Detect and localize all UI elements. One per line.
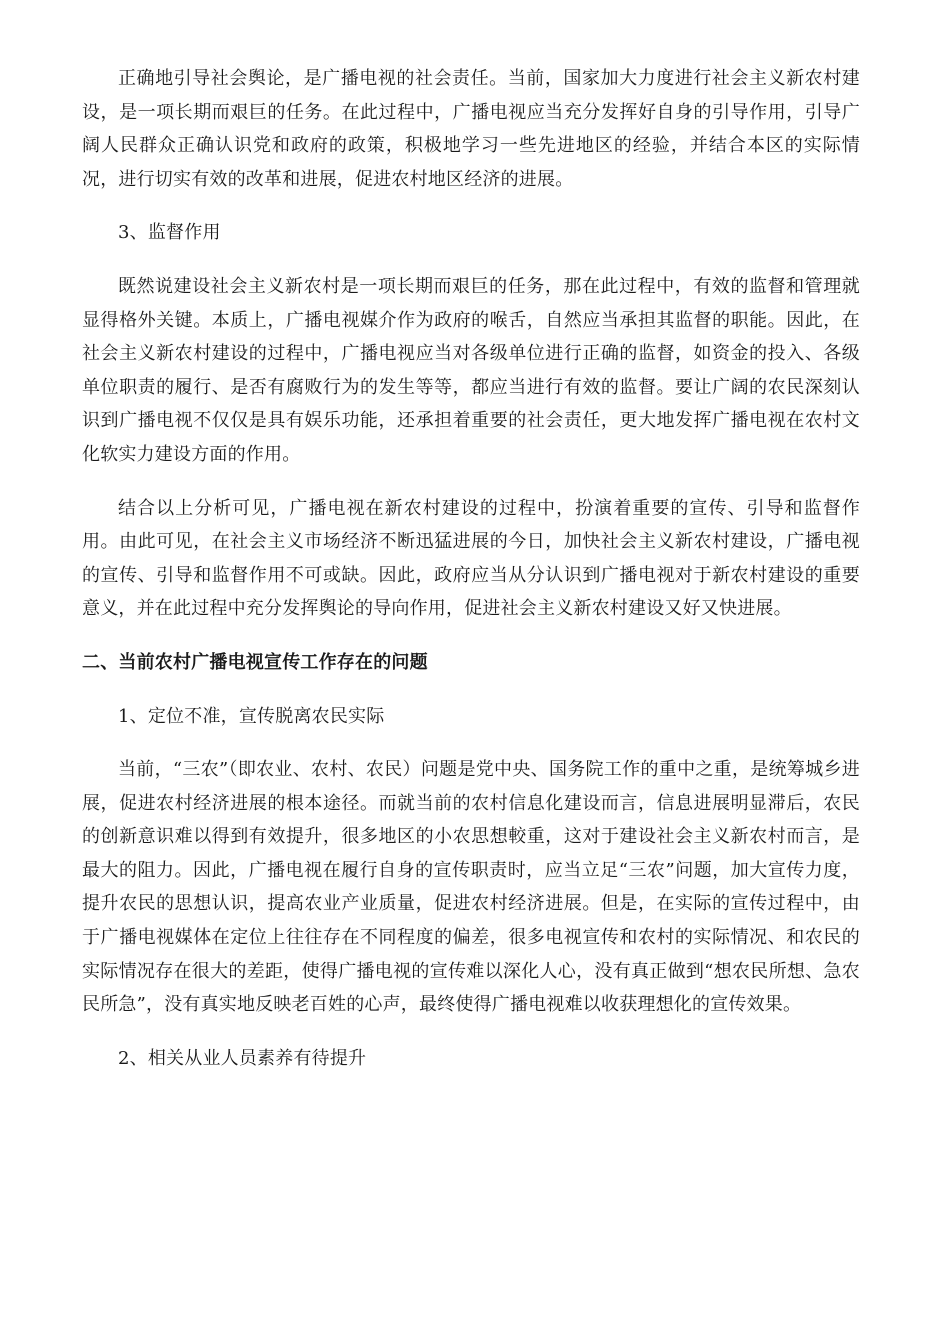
paragraph-guidance: 正确地引导社会舆论，是广播电视的社会责任。当前，国家加大力度进行社会主义新农村建设，是一项长期而艰巨的任务。在此过程中，广播电视应当充分发挥好自身的引导作用，引导广阔人民群众正确认识党和政府的政策，积极地学习一些先进地区的经验，并结合本区的实际情况，进行切实有效的改革和进展，促进农村地区经济的进展。 (82, 68, 860, 190)
subheading-positioning: 1、定位不准，宣传脱离农民实际 (118, 705, 385, 727)
paragraph-summary: 结合以上分析可见，广播电视在新农村建设的过程中，扮演着重要的宣传、引导和监督作用。由此可见，在社会主义市场经济不断迅猛进展的今日，加快社会主义新农村建设，广播电视的宣传、引导和监督作用不可或缺。因此，政府应当从分认识到广播电视对于新农村建设的重要意义，并在此过程中充分发挥舆论的导向作用，促进社会主义新农村建设又好又快进展。 (82, 497, 860, 620)
paragraph-positioning: 当前，“三农”（即农业、农村、农民）问题是党中央、国务院工作的重中之重，是统筹城乡进展，促进农村经济进展的根本途径。而就当前的农村信息化建设而言，信息进展明显滞后，农民的创新意识难以得到有效提升，很多地区的小农思想較重，这对于建设社会主义新农村而言，是最大的阻力。因此，广播电视在履行自身的宣传职责时，应当立足“三农”问题，加大宣传力度，提升农民的思想认识，提高农业产业质量，促进农村经济进展。但是，在实际的宣传过程中，由于广播电视媒体在定位上往往存在不同程度的偏差，很多电视宣传和农村的实际情况、和农民的实际情况存在很大的差距，使得广播电视的宣传难以深化人心，没有真正做到“想农民所想、急农民所急”，没有真实地反映老百姓的心声，最终使得广播电视难以收获理想化的宣传效果。 (82, 759, 860, 1016)
paragraph-supervision: 既然说建设社会主义新农村是一项长期而艰巨的任务，那在此过程中，有效的监督和管理就显得格外关键。本质上，广播电视媒介作为政府的喉舌，自然应当承担其监督的职能。因此，在社会主义新农村建设的过程中，广播电视应当对各级单位进行正确的监督，如资金的投入、各级单位职责的履行、是否有腐败行为的发生等等，都应当进行有效的监督。要让广阔的农民深刻认识到广播电视不仅仅是具有娱乐功能，还承担着重要的社会责任，更大地发挥广播电视在农村文化软实力建设方面的作用。 (82, 275, 860, 465)
section-title-problems: 二、当前农村广播电视宣传工作存在的问题 (82, 651, 428, 673)
subheading-supervision: 3、监督作用 (118, 222, 221, 244)
document-page (82, 62, 860, 1075)
subheading-staff-quality: 2、相关从业人员素养有待提升 (118, 1047, 367, 1069)
